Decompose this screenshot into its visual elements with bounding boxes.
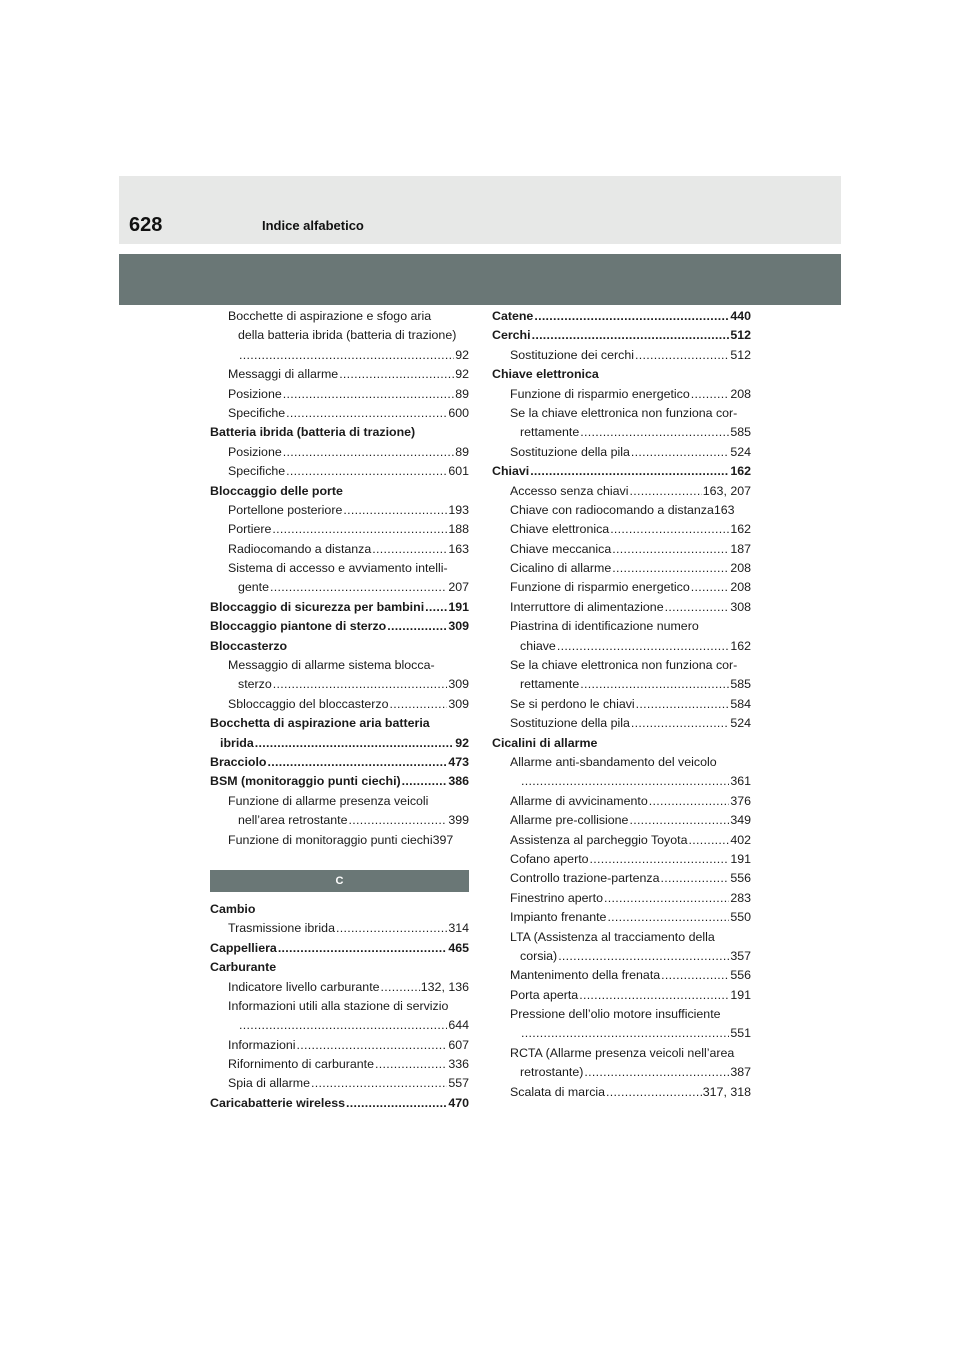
index-entry: Bloccaggio delle porte (210, 483, 343, 498)
index-entry (210, 385, 469, 404)
index-entry: Bocchette di aspirazione e sfogo aria (228, 309, 432, 323)
entry-label: Assistenza al parcheggio Toyota (510, 832, 688, 847)
index-entry (492, 695, 751, 714)
entry-label: Sostituzione dei cerchi (510, 347, 634, 362)
entry-page-number[interactable]: 162 (730, 464, 751, 479)
index-entry (210, 675, 469, 694)
entry-page-number[interactable]: 473 (448, 754, 469, 769)
entry-page-number[interactable]: 387 (730, 1065, 751, 1080)
index-entry (210, 772, 469, 791)
entry-label: Controllo trazione-partenza (510, 871, 660, 886)
index-entry: RCTA (Allarme presenza veicoli nell’area (510, 1045, 735, 1060)
dot-leader (557, 637, 729, 656)
dot-leader (336, 919, 447, 938)
entry-page-number[interactable]: 557 (448, 1076, 469, 1091)
entry-page-number[interactable]: 556 (730, 871, 751, 886)
entry-page-number[interactable]: 193 (448, 502, 469, 517)
index-entry: Funzione di monitoraggio punti ciechi397 (228, 832, 454, 847)
index-entry (492, 598, 751, 617)
index-entry: Piastrina di identificazione numero (510, 619, 699, 634)
entry-label: Caricabatterie wireless (210, 1095, 345, 1110)
page-number: 628 (129, 214, 163, 236)
entry-label: sterzo (238, 677, 272, 692)
dot-leader (530, 462, 729, 481)
dot-leader (636, 695, 730, 714)
dot-leader (425, 598, 447, 617)
index-entry (210, 753, 469, 772)
dot-leader (283, 385, 454, 404)
entry-page-number[interactable]: 191 (730, 851, 751, 866)
index-entry (492, 986, 751, 1005)
index-entry (210, 462, 469, 481)
index-entry (210, 598, 469, 617)
entry-page-number[interactable]: 357 (730, 948, 751, 963)
letter-heading-c: C (210, 870, 469, 892)
entry-page-number[interactable]: 440 (730, 309, 751, 323)
dot-leader (521, 1024, 729, 1043)
dot-leader (604, 889, 729, 908)
entry-page-number[interactable]: 361 (730, 774, 751, 789)
index-entry (210, 617, 469, 636)
index-entry: Batteria ibrida (batteria di trazione) (210, 425, 416, 440)
dot-leader (631, 443, 729, 462)
dot-leader (521, 772, 729, 791)
entry-label: corsia) (520, 948, 558, 963)
entry-label: Allarme pre-collisione (510, 813, 629, 828)
entry-label: Radiocomando a distanza (228, 541, 372, 556)
dot-leader (612, 540, 729, 559)
entry-label: Portiere (228, 522, 272, 537)
dot-leader (691, 578, 730, 597)
index-column-left (210, 307, 469, 1113)
entry-page-number[interactable]: 601 (448, 464, 469, 479)
index-entry (210, 578, 469, 597)
entry-page-number[interactable]: 92 (455, 735, 469, 750)
entry-page-number[interactable]: 556 (730, 968, 751, 983)
index-entry (210, 404, 469, 423)
entry-label: Sostituzione della pila (510, 444, 630, 459)
entry-label: Porta aperta (510, 987, 579, 1002)
entry-label: Allarme di avvicinamento (510, 793, 648, 808)
entry-page-number[interactable]: 524 (730, 444, 751, 459)
entry-label: Finestrino aperto (510, 890, 603, 905)
entry-page-number[interactable]: 402 (730, 832, 751, 847)
entry-page-number[interactable]: 512 (730, 328, 751, 343)
entry-label: Chiavi (492, 464, 530, 479)
entry-page-number[interactable]: 208 (730, 386, 751, 401)
entry-page-number[interactable]: 187 (730, 541, 751, 556)
entries-list-a (210, 307, 469, 850)
index-entry (492, 811, 751, 830)
dot-leader (635, 346, 729, 365)
dot-leader (267, 753, 447, 772)
entry-page-number[interactable]: 207 (448, 580, 469, 595)
entry-label: Posizione (228, 444, 282, 459)
section-title: Indice alfabetico (262, 218, 364, 233)
index-entry: LTA (Assistenza al tracciamento della (510, 929, 715, 944)
entry-label: Funzione di risparmio energetico (510, 580, 690, 595)
entry-page-number[interactable]: 92 (455, 347, 469, 362)
index-entry: Cambio (210, 901, 256, 916)
index-entry (210, 365, 469, 384)
index-entry (492, 1024, 751, 1043)
index-entry (210, 520, 469, 539)
dot-leader (580, 675, 729, 694)
dot-leader (346, 1094, 447, 1113)
index-entry: Messaggio di allarme sistema blocca- (228, 658, 435, 673)
dot-leader (372, 540, 447, 559)
dot-leader (255, 734, 454, 753)
entry-label: Impianto frenante (510, 910, 607, 925)
entry-label: rettamente (520, 425, 580, 440)
entry-label: Bracciolo (210, 754, 267, 769)
dot-leader (402, 772, 448, 791)
index-entry (210, 978, 469, 997)
index-entry (492, 966, 751, 985)
dot-leader (286, 404, 447, 423)
dot-leader (610, 520, 729, 539)
index-entry (492, 772, 751, 791)
index-entry: Cicalini di allarme (492, 735, 598, 750)
dot-leader (286, 462, 447, 481)
index-entry (492, 326, 751, 345)
entry-label: Specifiche (228, 405, 286, 420)
index-entry: Se la chiave elettronica non funziona cor- (510, 405, 738, 420)
index-entry (210, 501, 469, 520)
dot-leader (390, 695, 448, 714)
dot-leader (311, 1074, 447, 1093)
entry-label: Bloccaggio piantone di sterzo (210, 619, 387, 634)
index-entry (492, 540, 751, 559)
entry-label: Portellone posteriore (228, 502, 343, 517)
entry-page-number[interactable]: 336 (448, 1057, 469, 1072)
entry-label: Informazioni (228, 1037, 296, 1052)
entry-label: Cerchi (492, 328, 531, 343)
index-entry (492, 889, 751, 908)
entry-page-number[interactable]: 89 (455, 386, 469, 401)
index-entry (492, 714, 751, 733)
entry-label: Specifiche (228, 464, 286, 479)
entry-page-number[interactable]: 191 (730, 987, 751, 1002)
entry-page-number[interactable]: 386 (448, 774, 469, 789)
index-entry (492, 578, 751, 597)
entry-page-number[interactable]: 309 (448, 619, 469, 634)
dot-leader (534, 307, 729, 326)
entry-page-number[interactable]: 470 (448, 1095, 469, 1110)
entry-label: Chiave elettronica (510, 522, 610, 537)
dot-leader (343, 501, 447, 520)
entry-label: Posizione (228, 386, 282, 401)
entry-page-number[interactable]: 308 (730, 599, 751, 614)
index-entry (210, 1036, 469, 1055)
index-entry: Se la chiave elettronica non funziona cor- (510, 658, 738, 673)
entry-label: Sbloccaggio del bloccasterzo (228, 696, 389, 711)
entry-label: Cappelliera (210, 940, 277, 955)
entry-page-number[interactable]: 607 (448, 1037, 469, 1052)
entry-page-number[interactable]: 191 (448, 599, 469, 614)
index-entry (210, 811, 469, 830)
entry-page-number[interactable]: 163 (448, 541, 469, 556)
index-entry (210, 939, 469, 958)
entry-label: Indicatore livello carburante (228, 979, 380, 994)
dot-leader (297, 1036, 448, 1055)
index-entry (492, 423, 751, 442)
entry-page-number[interactable]: 550 (730, 910, 751, 925)
entry-page-number[interactable]: 644 (448, 1018, 469, 1033)
entry-page-number[interactable]: 600 (448, 405, 469, 420)
dot-leader (606, 1083, 702, 1102)
index-entry (492, 908, 751, 927)
index-entry: Informazioni utili alla stazione di servizio (228, 998, 449, 1013)
dot-leader (375, 1055, 447, 1074)
entry-label: Trasmissione ibrida (228, 921, 335, 936)
dot-leader (532, 326, 730, 345)
entry-label: nell’area retrostante (238, 813, 348, 828)
entry-page-number[interactable]: 162 (730, 638, 751, 653)
entry-label: Spia di allarme (228, 1076, 310, 1091)
index-entry (492, 675, 751, 694)
dot-leader (270, 578, 447, 597)
entry-page-number[interactable]: 584 (730, 696, 751, 711)
entry-label: Bloccaggio di sicurezza per bambini (210, 599, 425, 614)
entry-label: Messaggi di allarme (228, 367, 339, 382)
dot-leader (272, 520, 447, 539)
entry-page-number[interactable]: 309 (448, 677, 469, 692)
index-entry (210, 695, 469, 714)
dot-leader (607, 908, 729, 927)
header-band (119, 254, 841, 305)
dot-leader (239, 346, 454, 365)
index-entry (492, 792, 751, 811)
entry-label: Cofano aperto (510, 851, 589, 866)
entry-page-number[interactable]: 188 (448, 522, 469, 537)
dot-leader (273, 675, 448, 694)
dot-leader (629, 482, 701, 501)
entry-label: Sostituzione della pila (510, 716, 630, 731)
dot-leader (584, 1063, 729, 1082)
dot-leader (649, 792, 730, 811)
dot-leader (590, 850, 730, 869)
entry-page-number[interactable]: 208 (730, 580, 751, 595)
index-entry (492, 850, 751, 869)
index-entry (492, 346, 751, 365)
index-entry (210, 443, 469, 462)
dot-leader (239, 1016, 447, 1035)
entry-label: BSM (monitoraggio punti ciechi) (210, 774, 401, 789)
index-entry: Pressione dell’olio motore insufficiente (510, 1007, 721, 1022)
entry-page-number[interactable]: 89 (455, 444, 469, 459)
index-entry (492, 1063, 751, 1082)
index-entry: Carburante (210, 960, 277, 975)
index-entry (492, 637, 751, 656)
dot-leader (665, 598, 730, 617)
dot-leader (612, 559, 729, 578)
index-entry (492, 462, 751, 481)
dot-leader (278, 939, 448, 958)
index-entry (210, 1094, 469, 1113)
entry-page-number[interactable]: 349 (730, 813, 751, 828)
entry-label: Scalata di marcia (510, 1084, 606, 1099)
entry-label: rettamente (520, 677, 580, 692)
entry-label: Catene (492, 309, 534, 323)
index-entry (492, 559, 751, 578)
entry-label: Chiave meccanica (510, 541, 612, 556)
index-entry (492, 307, 751, 326)
entry-page-number[interactable]: 162 (730, 522, 751, 537)
dot-leader (381, 978, 420, 997)
index-entry: Allarme anti-sbandamento del veicolo (510, 754, 717, 769)
dot-leader (691, 385, 730, 404)
index-entry (492, 482, 751, 501)
index-entry (210, 540, 469, 559)
entry-page-number[interactable]: 317, 318 (702, 1084, 751, 1099)
index-entry (210, 346, 469, 365)
index-entry (492, 520, 751, 539)
entry-page-number[interactable]: 376 (730, 793, 751, 808)
entry-page-number[interactable]: 512 (730, 347, 751, 362)
entries-list-right (492, 307, 751, 1102)
entry-label: Mantenimento della frenata (510, 968, 661, 983)
dot-leader (580, 423, 729, 442)
entry-label: Rifornimento di carburante (228, 1057, 375, 1072)
index-entry (210, 1074, 469, 1093)
entry-page-number[interactable]: 585 (730, 677, 751, 692)
entry-label: ibrida (220, 735, 254, 750)
entry-page-number[interactable]: 551 (730, 1026, 751, 1041)
entry-page-number[interactable]: 208 (730, 561, 751, 576)
dot-leader (339, 365, 454, 384)
entry-page-number[interactable]: 163, 207 (702, 483, 751, 498)
entry-label: retrostante) (520, 1065, 584, 1080)
entry-page-number[interactable]: 92 (455, 367, 469, 382)
entry-page-number[interactable]: 524 (730, 716, 751, 731)
entry-page-number[interactable]: 132, 136 (420, 979, 469, 994)
entry-page-number[interactable]: 399 (448, 813, 469, 828)
index-entry (210, 1055, 469, 1074)
dot-leader (688, 831, 729, 850)
index-entry (492, 869, 751, 888)
index-entry (210, 919, 469, 938)
dot-leader (387, 617, 447, 636)
index-entry (210, 734, 469, 753)
dot-leader (629, 811, 729, 830)
index-entry: Bloccasterzo (210, 638, 288, 653)
entry-label: Se si perdono le chiavi (510, 696, 635, 711)
index-entry (492, 831, 751, 850)
page-header-bar (119, 176, 841, 244)
entry-page-number[interactable]: 585 (730, 425, 751, 440)
entry-page-number[interactable]: 465 (448, 940, 469, 955)
entry-label: Interruttore di alimentazione (510, 599, 664, 614)
entry-label: Accesso senza chiavi (510, 483, 629, 498)
index-column-right (492, 307, 751, 1102)
index-entry: Chiave elettronica (492, 367, 599, 382)
index-entry: Funzione di allarme presenza veicoli (228, 793, 429, 808)
index-entry (210, 1016, 469, 1035)
entries-list-c (210, 900, 469, 1113)
entry-page-number[interactable]: 309 (448, 696, 469, 711)
entry-page-number[interactable]: 283 (730, 890, 751, 905)
dot-leader (661, 966, 729, 985)
entry-label: gente (238, 580, 270, 595)
dot-leader (631, 714, 729, 733)
index-entry: Bocchetta di aspirazione aria batteria (210, 716, 430, 731)
entry-label: Funzione di risparmio energetico (510, 386, 690, 401)
dot-leader (558, 947, 729, 966)
index-entry: Sistema di accesso e avviamento intelli- (228, 561, 448, 576)
index-entry: Chiave con radiocomando a distanza163 (510, 502, 735, 517)
index-entry (492, 1083, 751, 1102)
entry-label: Cicalino di allarme (510, 561, 612, 576)
index-entry: della batteria ibrida (batteria di trazione) (238, 328, 457, 343)
dot-leader (283, 443, 454, 462)
index-entry (492, 947, 751, 966)
entry-page-number[interactable]: 314 (448, 921, 469, 936)
index-entry (492, 385, 751, 404)
dot-leader (349, 811, 448, 830)
dot-leader (579, 986, 729, 1005)
dot-leader (660, 869, 729, 888)
entry-label: chiave (520, 638, 556, 653)
index-entry (492, 443, 751, 462)
